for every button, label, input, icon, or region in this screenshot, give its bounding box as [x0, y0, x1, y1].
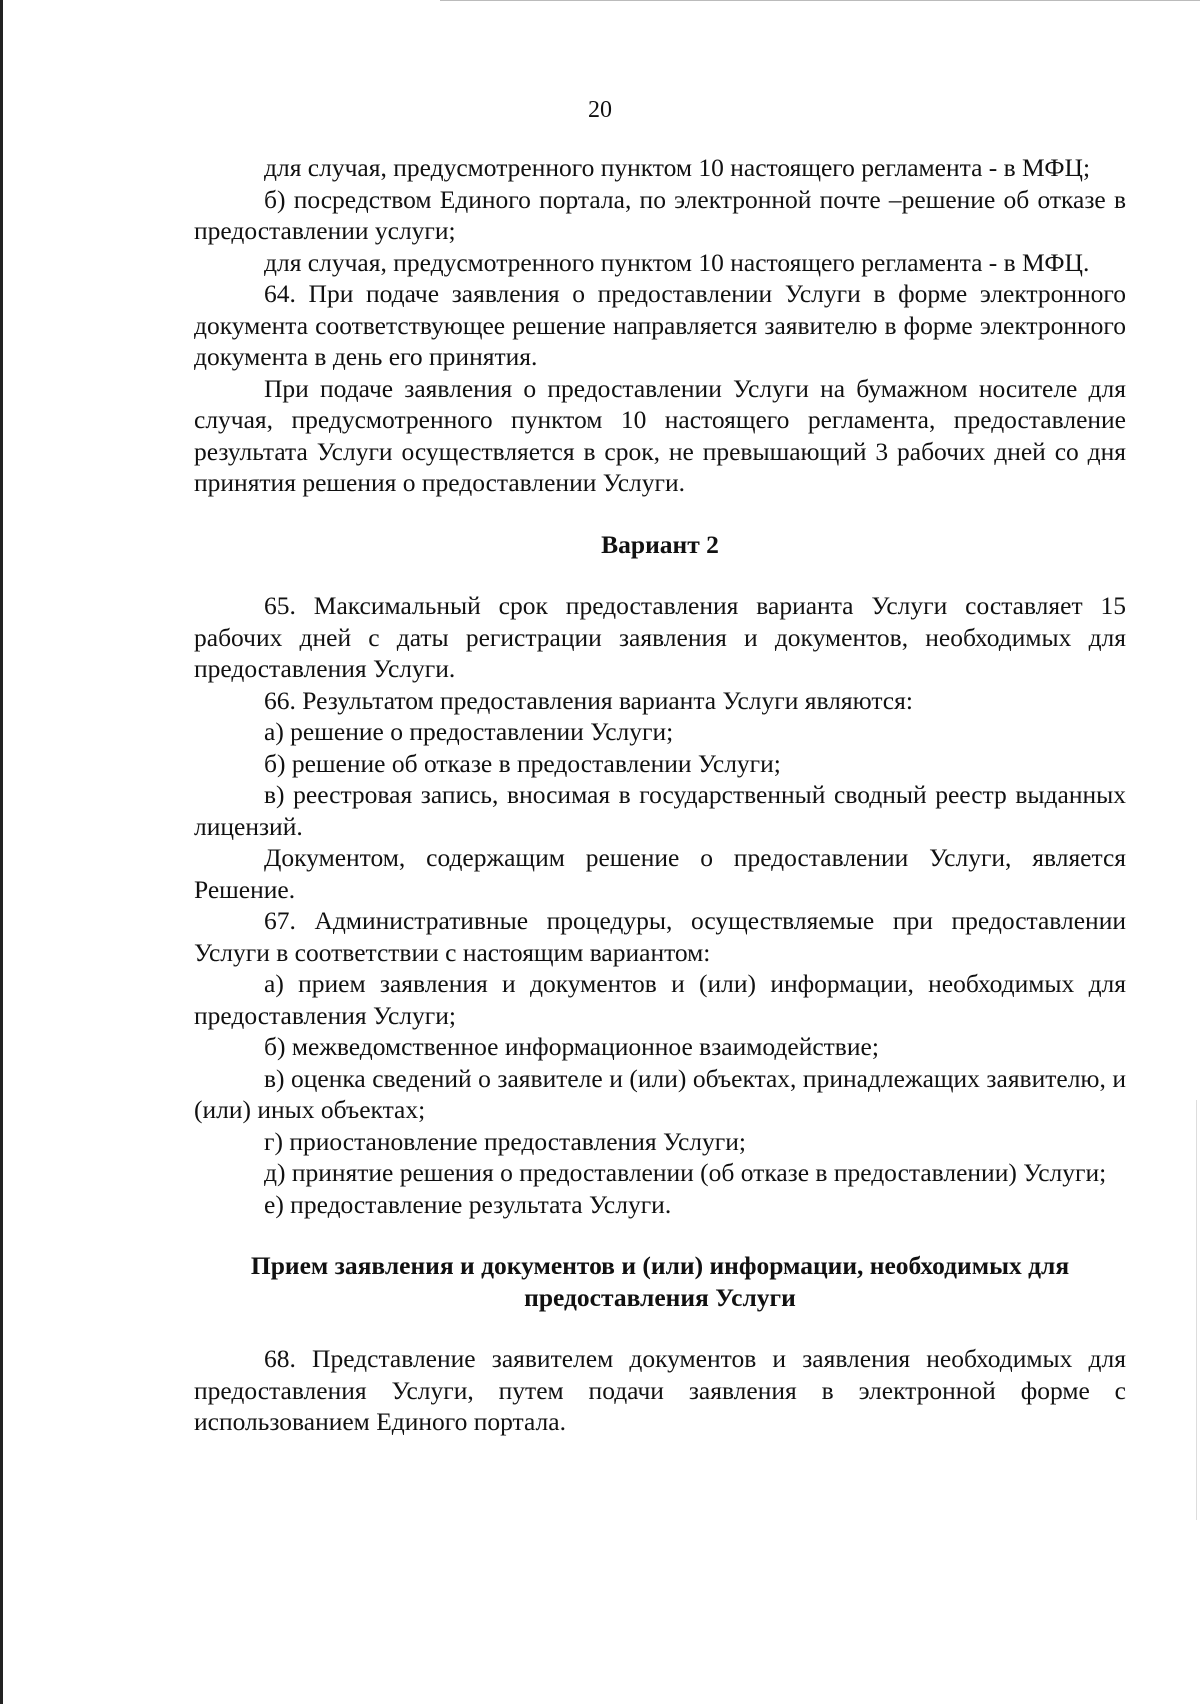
- paragraph: 66. Результатом предоставления варианта Услуги являются:: [264, 685, 913, 715]
- scan-edge-top: [440, 0, 1200, 1]
- document-body: [194, 152, 1126, 1438]
- section-heading-line: предоставления Услуги: [524, 1282, 796, 1312]
- heading-variant: Вариант 2: [601, 529, 719, 559]
- paragraph: Документом, содержащим решение о предоставлении Услуги, является Решение.: [194, 843, 1126, 904]
- scan-edge-right: [1196, 1100, 1197, 1520]
- paragraph: для случая, предусмотренного пунктом 10 настоящего регламента - в МФЦ;: [264, 153, 1091, 182]
- list-item: б) межведомственное информационное взаимодействие;: [264, 1032, 879, 1061]
- list-item: в) оценка сведений о заявителе и (или) объектах, принадлежащих заявителю, и (или) иных объектах;: [194, 1063, 1126, 1124]
- paragraph: 67. Административные процедуры, осуществляемые при предоставлении Услуги в соответствии с настоящим вариантом:: [194, 906, 1126, 967]
- paragraph: для случая, предусмотренного пунктом 10 настоящего регламента - в МФЦ.: [264, 247, 1090, 277]
- paragraph: При подаче заявления о предоставлении Услуги на бумажном носителе для случая, предусмотренного пунктом 10 настоящего регламента, предоставление результата Услуги осуществляется в срок, не превышающий 3 рабочих дней со дня принятия решения о предоставлении Услуги.: [194, 373, 1126, 497]
- paragraph: 68. Представление заявителем документов и заявления необходимых для предоставления Услуги, путем подачи заявления в электронной форме с использованием Единого портала.: [194, 1344, 1126, 1436]
- list-item: а) прием заявления и документов и (или) информации, необходимых для предоставления Услуги;: [194, 969, 1126, 1030]
- list-item: д) принятие решения о предоставлении (об отказе в предоставлении) Услуги;: [264, 1158, 1107, 1187]
- list-item: г) приостановление предоставления Услуги;: [264, 1126, 746, 1156]
- list-item: а) решение о предоставлении Услуги;: [264, 717, 674, 746]
- scan-edge-left: [0, 0, 3, 1704]
- paragraph: 65. Максимальный срок предоставления варианта Услуги составляет 15 рабочих дней с даты регистрации заявления и документов, необходимых для предоставления Услуги.: [194, 591, 1126, 683]
- page-number: 20: [588, 97, 612, 123]
- list-item: е) предоставление результата Услуги.: [264, 1189, 672, 1219]
- list-item: в) реестровая запись, вносимая в государственный сводный реестр выданных лицензий.: [194, 780, 1126, 841]
- section-heading: [194, 1250, 1126, 1313]
- section-heading-line: Прием заявления и документов и (или) информации, необходимых для: [250, 1251, 1070, 1280]
- paragraph: б) посредством Единого портала, по электронной почте –решение об отказе в предоставлении услуги;: [194, 184, 1126, 245]
- list-item: б) решение об отказе в предоставлении Услуги;: [264, 748, 781, 778]
- paragraph: 64. При подаче заявления о предоставлении Услуги в форме электронного документа соответствующее решение направляется заявителю в форме электронного документа в день его принятия.: [194, 279, 1126, 371]
